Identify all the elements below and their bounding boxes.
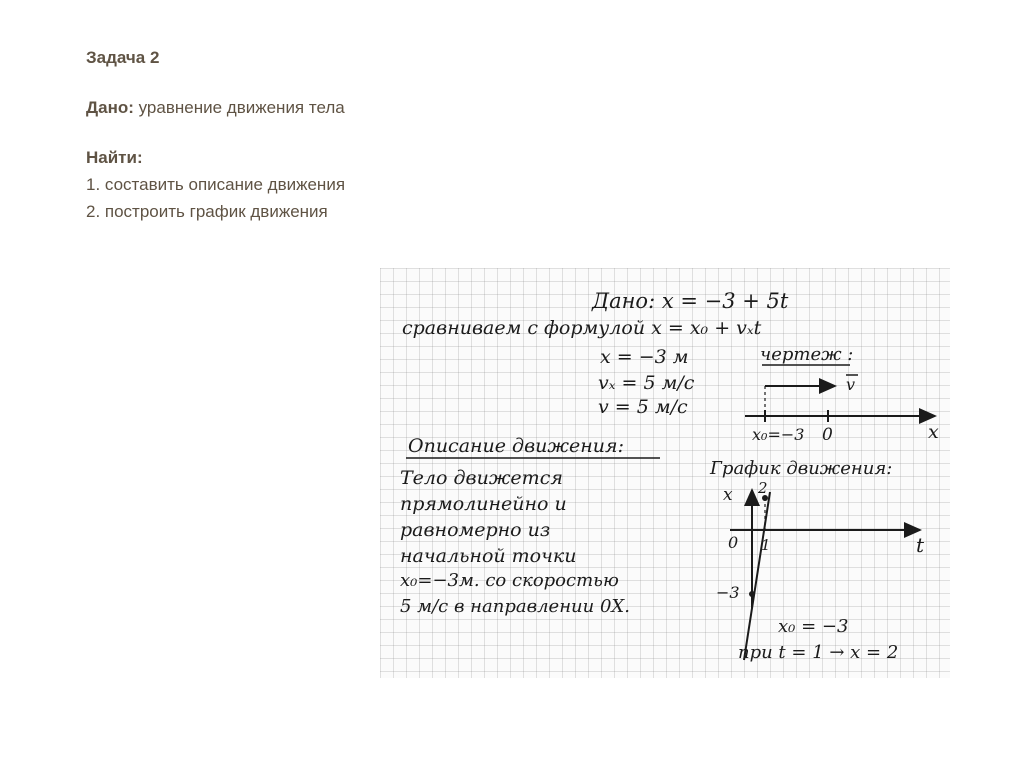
nb-axis-label-x: x — [928, 421, 939, 443]
nb-description-line-4: начальной точки — [400, 545, 577, 567]
nb-drawing-title: чертеж : — [760, 344, 854, 365]
find-item-2: 2. построить график движения — [86, 202, 328, 221]
nb-value-vx: vₓ = 5 м/с — [598, 372, 695, 394]
task-text — [86, 44, 606, 225]
find-item-1: 1. составить описание движения — [86, 175, 346, 194]
find-label: Найти: — [86, 148, 143, 167]
nb-axis-tick-start: x₀=−3 — [752, 425, 805, 444]
nb-graph-label-zero: 0 — [728, 533, 739, 552]
nb-value-x: x = −3 м — [600, 346, 689, 368]
nb-graph-note-2: при t = 1 → x = 2 — [738, 642, 899, 663]
nb-graph-label-two: 2 — [758, 479, 768, 497]
nb-graph-title: График движения: — [710, 458, 893, 479]
nb-graph-label-minus-three: −3 — [716, 583, 740, 602]
nb-description-line-5: x₀=−3м. со скоростью — [400, 570, 619, 591]
nb-graph-label-one: 1 — [761, 536, 771, 554]
nb-graph-axis-t: t — [916, 533, 925, 557]
nb-description-line-1: Тело движется — [400, 467, 563, 489]
nb-description-line-3: равномерно из — [400, 519, 551, 541]
nb-value-v: v = 5 м/с — [598, 396, 688, 418]
nb-axis-tick-zero: 0 — [822, 425, 833, 445]
given-label: Дано: — [86, 98, 134, 117]
handwriting-svg — [380, 268, 950, 678]
given-text: уравнение движения тела — [138, 98, 345, 117]
nb-graph-note-1: x₀ = −3 — [778, 616, 849, 637]
nb-description-line-2: прямолинейно и — [400, 493, 567, 515]
graph-motion-line — [744, 492, 770, 660]
nb-graph-axis-x: x — [723, 485, 733, 505]
nb-vector-label: v — [846, 375, 856, 394]
nb-compare-line: сравниваем с формулой x = x₀ + vₓt — [402, 317, 762, 339]
given-line — [86, 94, 606, 121]
handwritten-solution-image — [380, 268, 950, 678]
nb-description-title: Описание движения: — [408, 435, 624, 457]
nb-given-line: Дано: x = −3 + 5t — [592, 289, 789, 313]
nb-description-line-6: 5 м/с в направлении 0Х. — [400, 596, 630, 617]
task-title: Задача 2 — [86, 48, 160, 67]
graph-point-start — [749, 591, 755, 597]
